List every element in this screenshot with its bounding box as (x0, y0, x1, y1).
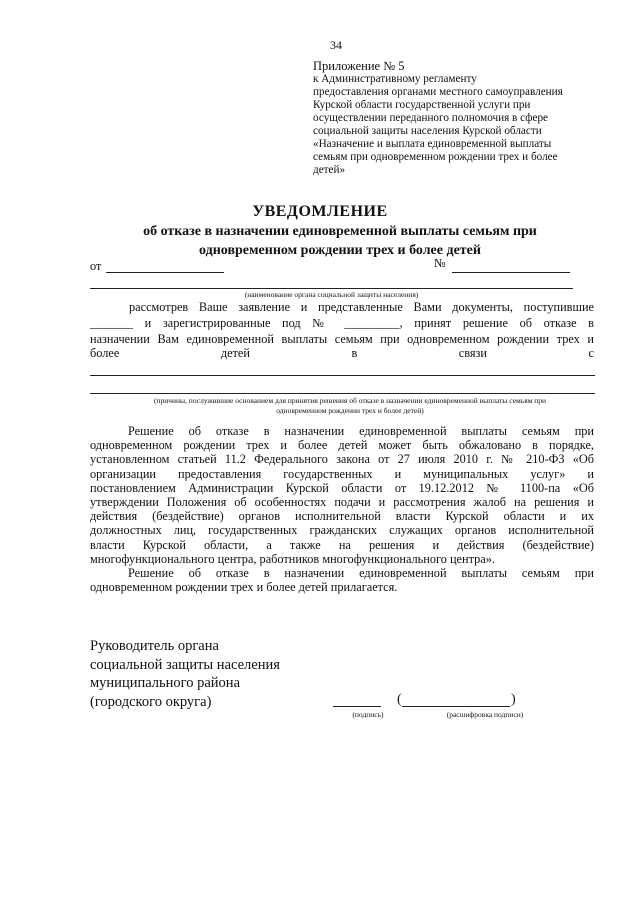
signature-role-line: социальной защиты населения (90, 656, 280, 673)
appeal-line: утверждении Положения об особенностях подачи и рассмотрения жалоб на решения и (90, 495, 594, 510)
signature-role-line: муниципального района (90, 675, 240, 692)
reasons-caption: одновременном рождении трех и более детей) (276, 406, 424, 415)
appeal-line: организации предоставления государственных и муниципальных услуг» и (90, 466, 594, 481)
decode-caption: (расшифровка подписи) (446, 710, 524, 719)
signature-caption: (подпись) (352, 710, 384, 719)
appeal-line: установленном статьей 11.2 Федерального закона от 27 июля 2010 г. № 210-ФЗ «Об (90, 452, 594, 467)
appeal-line: многофункционального центра, работников многофункционального центра». (90, 551, 495, 566)
subtitle-line: об отказе в назначении единовременной выплаты семьям при (143, 224, 537, 239)
signature-line (333, 706, 381, 707)
appeal-line: должностных лиц, государственных гражданских служащих органов исполнительной (90, 523, 594, 538)
appendix-title: Приложение № 5 (313, 59, 405, 73)
page-number: 34 (330, 38, 342, 52)
decode-open-paren: ( (397, 692, 402, 707)
appeal-paragraph (90, 424, 594, 594)
org-caption: (наименование органа социальной защиты населения) (244, 290, 419, 299)
signature-role-line: Руководитель органа (90, 638, 219, 654)
body1-line4 (90, 346, 594, 361)
appeal-line: постановлением Администрации Курской области от 19.12.2012 № 1100-па «Об (90, 480, 594, 495)
signature-block (90, 637, 280, 711)
word: детей (220, 346, 250, 360)
org-name-line (90, 288, 573, 289)
reasons-line (90, 375, 595, 376)
body1-line: _______ и зарегистрированные под № _________, принят решение об отказе в (90, 316, 594, 330)
number-field-line (452, 272, 570, 273)
word: более (90, 346, 120, 360)
word: в (351, 346, 358, 360)
appendix-line: осуществлении переданного полномочия в сфере (313, 112, 549, 124)
appendix-line: «Назначение и выплата единовременной выплаты (313, 138, 552, 150)
number-label: № (434, 256, 446, 270)
document-title: УВЕДОМЛЕНИЕ (252, 203, 388, 220)
appendix-line: социальной защиты населения Курской области (313, 125, 542, 137)
appendix-line: детей» (313, 164, 346, 176)
appeal-line: власти Курской области, а также на решения и действия (бездействие) (90, 537, 594, 552)
appeal-line: действия (бездействие) органов исполнительной власти Курской области и их (90, 509, 594, 524)
from-label: от (90, 259, 102, 273)
word: с (588, 346, 594, 360)
decode-close-paren: ) (511, 692, 516, 707)
appendix-line: предоставления органами местного самоуправления (313, 86, 563, 98)
attached-line: одновременном рождении трех и более детей прилагается. (90, 580, 398, 595)
document-subtitle (90, 222, 590, 260)
body1-line: рассмотрев Ваше заявление и представленные Вами документы, поступившие (129, 300, 594, 314)
reasons-caption: (причины, послужившие основанием для принятия решения об отказе в назначении единовременной выплаты семьям при (153, 396, 547, 405)
appendix-line: к Административному регламенту (313, 73, 477, 85)
reasons-line (90, 393, 595, 394)
word: связи (458, 346, 487, 360)
appendix-line: семьям при одновременном рождении трех и более (313, 151, 558, 163)
appendix-line: Курской области государственной услуги при (313, 99, 531, 111)
appeal-line: одновременном рождении трех и более детей может быть обжаловано в порядке, (90, 438, 594, 453)
appeal-line: Решение об отказе в назначении единовременной выплаты семьям при (128, 424, 594, 438)
body1-line: назначении Вам единовременной выплаты семьям при одновременном рождении трех и (90, 332, 594, 346)
decode-line (402, 706, 510, 707)
attached-line: Решение об отказе в назначении единовременной выплаты семьям при (128, 566, 594, 581)
signature-role-line: (городского округа) (90, 693, 212, 710)
from-field-line (106, 272, 224, 273)
subtitle-line: одновременном рождении трех и более детей (199, 243, 481, 258)
appendix-block (313, 60, 583, 177)
